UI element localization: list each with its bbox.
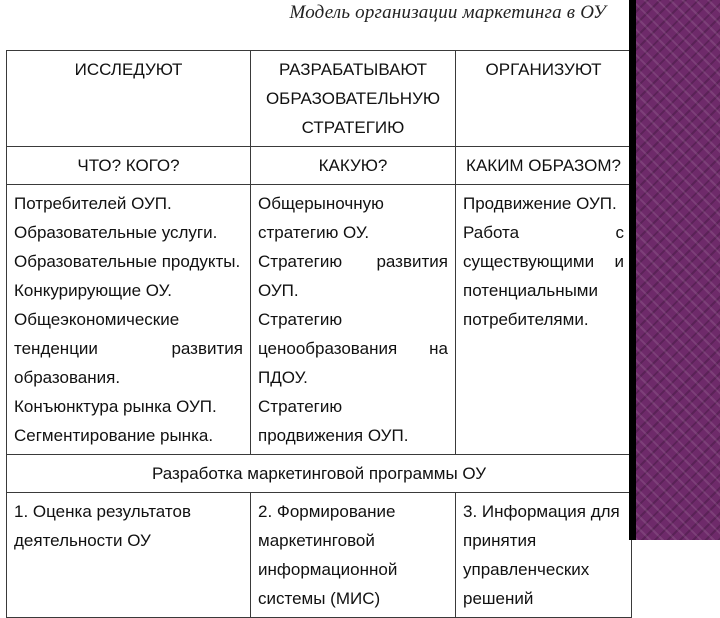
header-row (7, 51, 632, 147)
question-which: КАКУЮ? (251, 147, 456, 185)
program-title: Разработка маркетинговой программы ОУ (7, 455, 632, 493)
result-mis: 2. Формирование маркетинговой информационной системы (МИС) (251, 493, 456, 618)
header-develop-strategy: РАЗРАБАТЫВАЮТ ОБРАЗОВАТЕЛЬНУЮ СТРАТЕГИЮ (251, 51, 456, 147)
result-evaluation: 1. Оценка результатов деятельности ОУ (7, 493, 251, 618)
question-what-whom: ЧТО? КОГО? (7, 147, 251, 185)
program-row (7, 455, 632, 493)
list-item: Общеэкономические тенденции развития образования. (14, 310, 243, 387)
list-item: Стратегию ценообразования на ПДОУ. (258, 310, 448, 387)
decorative-side-panel (636, 0, 720, 540)
list-item: Конкурирующие ОУ. (14, 281, 172, 300)
organize-list (456, 185, 632, 455)
header-organize: ОРГАНИЗУЮТ (456, 51, 632, 147)
question-how: КАКИМ ОБРАЗОМ? (456, 147, 632, 185)
decorative-strip (629, 0, 636, 540)
results-row (7, 493, 632, 618)
question-row (7, 147, 632, 185)
list-item: Работа с существующими и потенциальными потребителями. (463, 223, 624, 329)
list-item: Образовательные продукты. (14, 252, 241, 271)
list-item: Стратегию продвижения ОУП. (258, 397, 409, 445)
marketing-model-table (6, 50, 632, 618)
list-item: Конъюнктура рынка ОУП. (14, 397, 217, 416)
slide-title: Модель организации маркетинга в ОУ (289, 2, 606, 23)
list-item: Образовательные услуги. (14, 223, 218, 242)
list-item: Сегментирование рынка. (14, 426, 214, 445)
header-research: ИССЛЕДУЮТ (7, 51, 251, 147)
result-decision-info: 3. Информация для принятия управленческих решений (456, 493, 632, 618)
research-list (7, 185, 251, 455)
content-row (7, 185, 632, 455)
list-item: Стратегию развития ОУП. (258, 252, 448, 300)
list-item: Общерыночную стратегию ОУ. (258, 194, 384, 242)
list-item: Потребителей ОУП. (14, 194, 172, 213)
list-item: Продвижение ОУП. (463, 194, 617, 213)
strategy-list (251, 185, 456, 455)
